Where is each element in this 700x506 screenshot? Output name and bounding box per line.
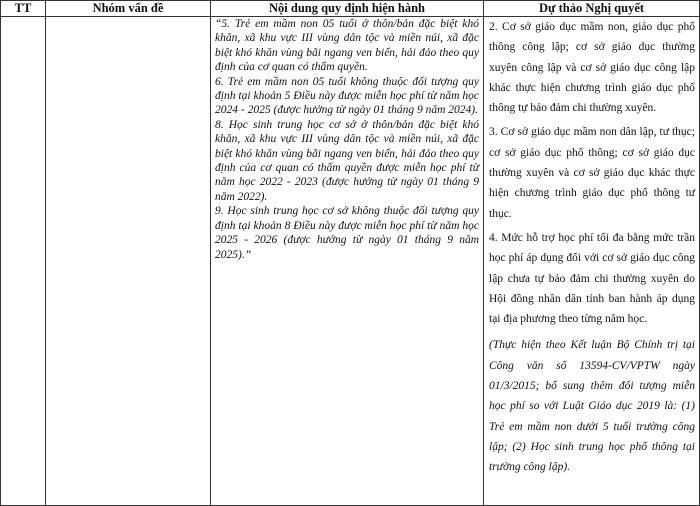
header-group: Nhóm vấn đề: [46, 1, 211, 17]
current-paragraph: 8. Học sinh trung học cơ sở ở thôn/bản đặc biệt khó khăn, xã khu vực III vùng dân tộc và miền núi, xã đặc biệt khó khăn vùng bãi ngang ven biển, hải đảo theo quy định của cơ quan có thẩm quyền được miễn học phí từ năm học 2022 - 2023 (được hưởng từ ngày 01 tháng 9 năm 2022).: [215, 118, 479, 203]
draft-paragraph: 2. Cơ sở giáo dục mầm non, giáo dục phổ thông công lập; cơ sở giáo dục thường xuyên công lập và cơ sở giáo dục công lập khác thực hiện chương trình giáo dục phổ thông tự bảo đảm chi thường xuyên.: [489, 21, 695, 115]
cell-tt: [1, 17, 46, 506]
header-row: [1, 1, 700, 17]
draft-paragraph: 4. Mức hỗ trợ học phí tối đa bằng mức trần học phí áp dụng đối với cơ sở giáo dục công lập chưa tự bảo đảm chi thường xuyên do Hội đồng nhân dân tỉnh ban hành áp dụng tại địa phương theo từng năm học.: [489, 231, 695, 326]
cell-group: [46, 17, 211, 506]
cell-draft-resolution: [484, 17, 700, 506]
current-paragraph: 6. Trẻ em mầm non 05 tuổi không thuộc đối tượng quy định tại khoản 5 Điều này được miễn học phí từ năm học 2024 - 2025 (được hưởng từ ngày 01 tháng 9 năm 2024).: [215, 75, 479, 117]
header-current: Nội dung quy định hiện hành: [211, 1, 484, 17]
header-tt: TT: [1, 1, 46, 17]
draft-note: (Thực hiện theo Kết luận Bộ Chính trị tại Công văn số 13594-CV/VPTW ngày 01/3/2015; bổ sung thêm đối tượng miễn học phí so với Luật Giáo dục 2019 là: (1) Trẻ em mầm non dưới 5 tuổi trường công lập; (2) Học sinh trung học phổ thông tại trường công lập).: [489, 339, 695, 474]
cell-current-regulation: [211, 17, 484, 506]
draft-paragraph: 3. Cơ sở giáo dục mầm non dân lập, tư thục; cơ sở giáo dục phổ thông; cơ sở giáo dục thường xuyên và cơ sở giáo dục khác thực hiện chương trình giáo dục phổ thông tư thục.: [489, 126, 695, 220]
current-paragraph: “5. Trẻ em mầm non 05 tuổi ở thôn/bản đặc biệt khó khăn, xã khu vực III vùng dân tộc và miền núi, xã đặc biệt khó khăn vùng bãi ngang ven biển, hải đảo theo quy định của cơ quan có thẩm quyền.: [215, 18, 479, 74]
header-draft: Dự thảo Nghị quyết: [484, 1, 700, 17]
current-paragraph: 9. Học sinh trung học cơ sở không thuộc đối tượng quy định tại khoản 8 Điều này được miễn học phí từ năm học 2025 - 2026 (được hưởng từ ngày 01 tháng 9 năm 2025).”: [215, 205, 479, 261]
table-row: [1, 17, 700, 506]
